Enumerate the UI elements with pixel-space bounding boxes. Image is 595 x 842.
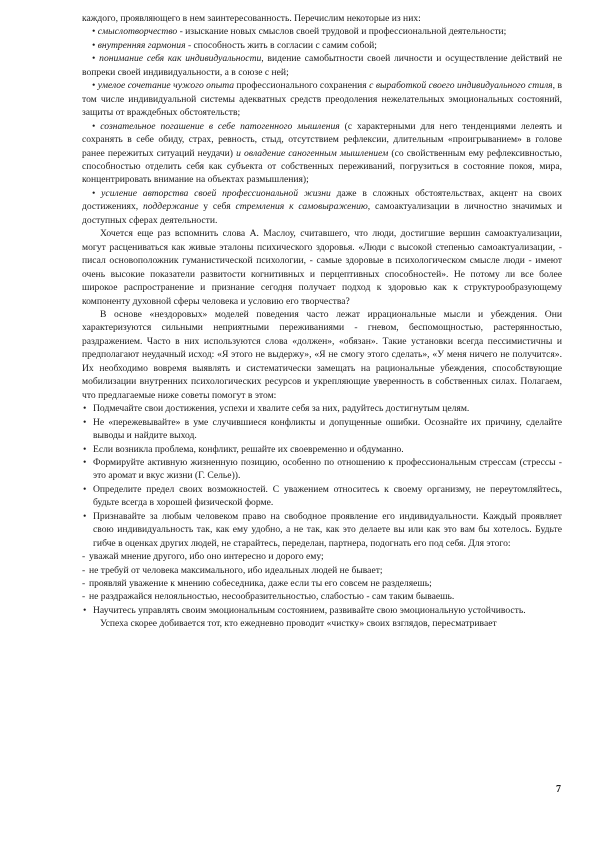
paragraph-intro: каждого, проявляющего в нем заинтересованность. Перечислим некоторые из них: bbox=[82, 13, 421, 24]
tip-item bbox=[82, 456, 562, 483]
dash-item bbox=[82, 590, 562, 603]
bullet-item bbox=[82, 79, 562, 119]
bullet-mark: • bbox=[83, 416, 87, 428]
bullet-mark: • bbox=[92, 187, 96, 199]
bullet-item bbox=[82, 120, 562, 187]
bullet-term: понимание себя как индивидуальности bbox=[99, 53, 262, 65]
bullet-text: , в том числе индивидуальной системы адекватных средств преодоления нежелательных эмоциональных состояний, защиты от враждебных обстоятельств; bbox=[82, 80, 563, 119]
bullet-mark: • bbox=[92, 80, 96, 92]
bullet-item bbox=[82, 187, 562, 227]
bullet-term: умелое сочетание чужого опыта bbox=[97, 80, 235, 92]
tip-item bbox=[82, 416, 562, 443]
bullet-mark: • bbox=[83, 510, 87, 522]
bullet-text: у себя bbox=[198, 201, 236, 213]
dash-mark: - bbox=[82, 564, 86, 576]
tip-item bbox=[82, 402, 562, 415]
bullet-mark: • bbox=[92, 26, 96, 38]
bullet-mark: • bbox=[83, 403, 87, 415]
bullet-term: смыслотворчество bbox=[97, 26, 178, 38]
dash-mark: - bbox=[82, 551, 86, 563]
tip-text: Научитесь управлять своим эмоциональным состоянием, развивайте свою эмоциональную устойчивость. bbox=[93, 604, 526, 616]
tip-text: Если возникла проблема, конфликт, решайте их своевременно и обдуманно. bbox=[93, 443, 404, 455]
tip-item bbox=[82, 443, 562, 456]
bullet-item bbox=[82, 25, 562, 38]
bullet-text: - изыскание новых смыслов своей трудовой и профессиональной деятельности; bbox=[177, 26, 507, 38]
page-body bbox=[82, 12, 562, 631]
tip-text: Не «пережевывайте» в уме случившиеся конфликты и допущенные ошибки. Осознайте их причину, сделайте выводы и найдите выход. bbox=[93, 416, 562, 442]
dash-mark: - bbox=[82, 591, 86, 603]
bullet-text: (со свойственным ему рефлексивностью, способностью отделить себя как субъекта от собственных переживаний, погрузиться в состояние покоя, мира, концентрировать внимание на объектах размышления); bbox=[82, 147, 562, 186]
bullet-term: стремления к самовыражению bbox=[235, 201, 368, 213]
bullet-term: внутренняя гармония bbox=[97, 39, 186, 51]
dash-item bbox=[82, 577, 562, 590]
bullet-term: поддержание bbox=[142, 201, 199, 213]
bullet-mark: • bbox=[83, 443, 87, 455]
tip-item bbox=[82, 510, 562, 550]
tip-item bbox=[82, 483, 562, 510]
bullet-term: сознательное погашение в себе патогенного мышления bbox=[100, 120, 340, 132]
bullet-term: усиление авторства своей профессиональной жизни bbox=[101, 187, 331, 199]
dash-item bbox=[82, 550, 562, 563]
bullet-item bbox=[82, 52, 562, 79]
bullet-item bbox=[82, 39, 562, 52]
tip-text: Формируйте активную жизненную позицию, особенно по отношению к профессиональным стрессам (стрессы - это аромат и вкус жизни (Г. Селье)). bbox=[93, 456, 562, 482]
bullet-mark: • bbox=[92, 39, 96, 51]
tip-text: Подмечайте свои достижения, успехи и хвалите себя за них, радуйтесь достигнутым целям. bbox=[93, 403, 470, 415]
dash-text: не раздражайся нелояльностью, несообразительностью, слабостью - сам таким бываешь. bbox=[89, 591, 455, 603]
bullet-text: , самоактуализации в личностно значимых и доступных сферах деятельности. bbox=[82, 201, 563, 226]
bullet-mark: • bbox=[92, 53, 96, 65]
dash-item bbox=[82, 564, 562, 577]
tips-list bbox=[82, 402, 562, 550]
dash-text: не требуй от человека максимального, ибо идеальных людей не бывает; bbox=[89, 564, 383, 576]
tip-item bbox=[82, 604, 562, 617]
bullet-text: - способность жить в согласии с самим собой; bbox=[185, 39, 377, 51]
bullet-mark: • bbox=[83, 604, 87, 616]
bullet-mark: • bbox=[83, 483, 87, 495]
dash-mark: - bbox=[82, 578, 86, 590]
paragraph-maslow: Хочется еще раз вспомнить слова А. Маслоу, считавшего, что люди, достигшие вершин самоактуализации, могут расцениваться как живые эталоны психического здоровья. «Люди с высокой степенью самоактуализации, - писал основоположник гуманистической психологии, - самые здоровые в психологическом смысле люди - имеют очень высокие показатели развитости когнитивных и перцептивных способностей». Не потому ли все более широкое распространение и признание сегодня получает подход к здоровью как к структурообразующему компоненту духовной сферы человека и условию его творчества? bbox=[82, 228, 562, 307]
bullet-term: с выработкой своего индивидуального стиля bbox=[369, 80, 553, 92]
tip-text: Признавайте за любым человеком право на свободное проявление его индивидуальности. Каждый проявляет свою индивидуальность так, как ему удобно, а не так, как это делаете вы или как это вам бы хотелось. Будьте гибче в оценках других людей, не старайтесь, переделан, партнера, подогнать его под себя. Для этого: bbox=[93, 510, 562, 549]
tip-text: Определите предел своих возможностей. С уважением относитесь к своему организму, не переутомляйтесь, будьте всегда в хорошей физической форме. bbox=[93, 483, 562, 509]
bullet-text: (с характерными для него тенденциями лелеять и сохранять в себе обиду, страх, ревность, стыд, отсутствием рефлексии, длительным «проигрыванием» в голове ранее пережитых ситуаций неудачи) bbox=[82, 120, 562, 159]
bullet-mark: • bbox=[83, 456, 87, 468]
dash-list bbox=[82, 550, 562, 604]
dash-text: уважай мнение другого, ибо оно интересно и дорого ему; bbox=[89, 551, 324, 563]
bullet-text: даже в сложных обстоятельствах, акцент на своих достижениях, bbox=[82, 187, 562, 213]
paragraph-closing: Успеха скорее добивается тот, кто ежедневно проводит «чистку» своих взглядов, пересматривает bbox=[100, 618, 497, 630]
paragraph-unhealthy-models: В основе «нездоровых» моделей поведения часто лежат иррациональные мысли и убеждения. Они характеризуются сильными неприятными переживаниями - гневом, беспомощностью, растерянностью, раздражением. Часто в них используются слова «должен», «обязан». Такие установки всегда пессимистичны и предполагают неудачный исход: «Я этого не выдержу», «Я не смогу этого сделать», «У меня ничего не получится». Их необходимо вовремя выявлять и систематически замещать на рациональные убеждения, способствующие мобилизации внутренних психологических ресурсов и укрепляющие уверенность в собственных силах. Полагаем, что предлагаемые ниже советы помогут в этом: bbox=[82, 308, 562, 401]
bullet-term: и овладение саногенным мышлением bbox=[236, 147, 389, 159]
bullet-text: профессионального сохранения bbox=[234, 80, 370, 92]
page-number: 7 bbox=[556, 784, 561, 795]
dash-text: проявляй уважение к мнению собеседника, даже если ты его совсем не разделяешь; bbox=[89, 578, 432, 590]
bullet-mark: • bbox=[92, 120, 96, 132]
bullet-text: , видение самобытности своей личности и осуществление действий не вопреки своей индивидуальности, а в союзе с ней; bbox=[82, 53, 562, 78]
